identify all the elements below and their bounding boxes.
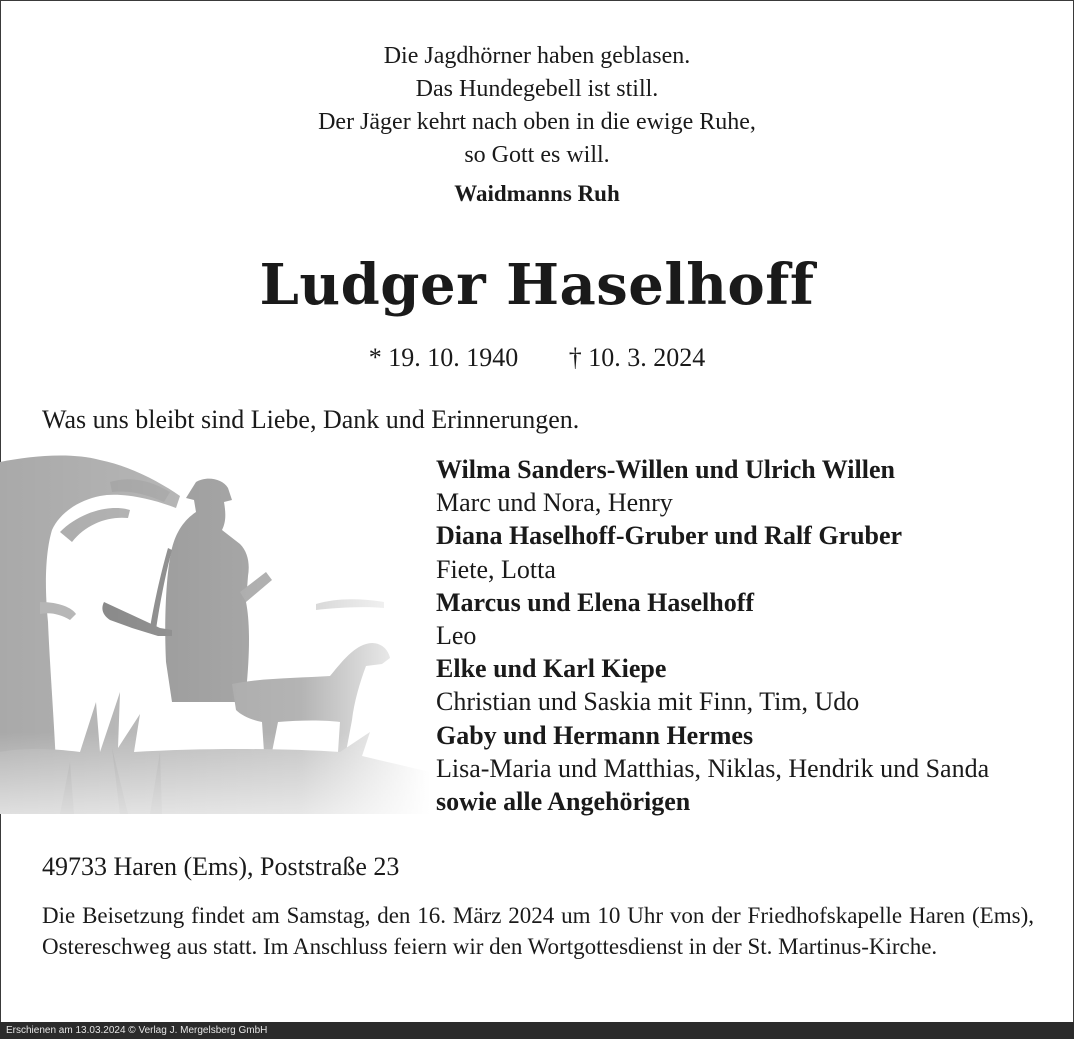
mourner-family: Marcus und Elena Haselhoff: [436, 587, 755, 617]
mourner-children: Lisa-Maria und Matthias, Niklas, Hendrik und Sanda: [436, 753, 990, 783]
family-address: 49733 Haren (Ems), Poststraße 23: [42, 852, 400, 881]
poem: [0, 40, 1074, 172]
hunter-with-dog-silhouette-icon: [0, 452, 430, 814]
remembrance-line: Was uns bleibt sind Liebe, Dank und Erinnerungen.: [42, 405, 580, 434]
poem-line: so Gott es will.: [464, 142, 610, 168]
deceased-name: Ludger Haselhoff: [259, 252, 815, 318]
mourners-list: [436, 453, 989, 818]
mourner-family: Gaby und Hermann Hermes: [436, 720, 754, 750]
birth-date: * 19. 10. 1940: [368, 343, 519, 372]
mourner-family: Diana Haselhoff-Gruber und Ralf Gruber: [436, 521, 903, 551]
mourner-children: Christian und Saskia mit Finn, Tim, Udo: [436, 687, 860, 717]
funeral-notice: Die Beisetzung findet am Samstag, den 16. März 2024 um 10 Uhr von der Friedhofskapelle Haren (Ems), Ostereschweg aus statt. Im Anschluss feiern wir den Wortgottesdienst in der St. Martinus-Kirche.: [42, 903, 1034, 959]
mourner-children: Leo: [436, 621, 477, 651]
mourner-closing: sowie alle Angehörigen: [436, 787, 691, 817]
mourner-children: Fiete, Lotta: [436, 554, 556, 584]
mourner-children: Marc und Nora, Henry: [436, 488, 673, 518]
death-date: † 10. 3. 2024: [568, 343, 706, 372]
poem-line: Die Jagdhörner haben geblasen.: [383, 43, 691, 69]
motto: Waidmanns Ruh: [454, 181, 620, 206]
mourner-family: Elke und Karl Kiepe: [436, 654, 667, 684]
mourner-family: Wilma Sanders-Willen und Ulrich Willen: [436, 455, 895, 484]
poem-line: Das Hundegebell ist still.: [415, 76, 659, 102]
life-dates: [0, 343, 1074, 373]
poem-line: Der Jäger kehrt nach oben in die ewige Ruhe,: [318, 109, 756, 135]
publication-footer: Erschienen am 13.03.2024 © Verlag J. Mergelsberg GmbH: [0, 1022, 1074, 1039]
